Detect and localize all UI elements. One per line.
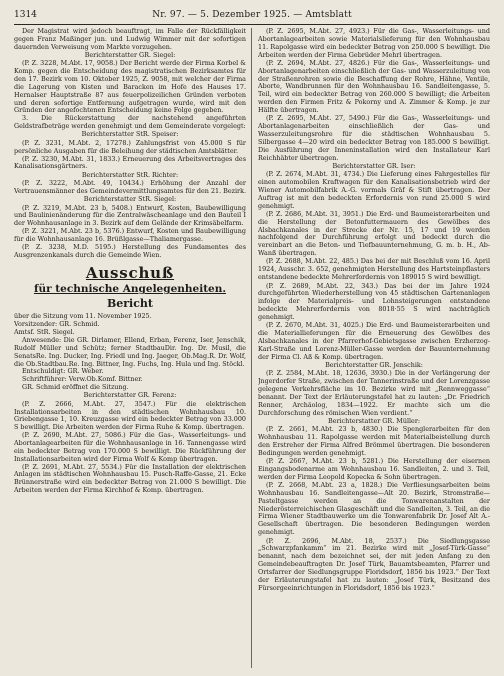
paragraph: (P. Z. 3221, M.Abt. 23 b, 5376.) Entwurf, Kosten und Baubewilligung für die Wohnhausanlage 16. Brüßlgasse—Thaliamergasse. (14, 227, 246, 243)
paragraph: 3. Die Rückerstattung der nachstehend angeführten Geldstrafbeträge werden genehmigt und dem Gemeinderate vorgelegt: (14, 114, 246, 131)
paragraph: (P. Z. 2686, M.Abt. 31, 3951.) Die Erd- und Baumeisterarbeiten und die Herstellung der Betonfuttermauern des Gewölbes des Alsbachkanales in der Strecke der Nr. 15, 17 und 19 werden nachfolgend der Durchführung erfolgt und bedeckt durch die vereinbart an die Beton- und Tiefbauunternehmung, G. m. b. H., Ab-Wanß übertragen. (258, 209, 490, 258)
meeting-line: Entschuldigt: GR. Weber. (22, 367, 104, 376)
paragraph: (P. Z. 3228, M.Abt. 17, 9058.) Der Bericht werde der Firma Korbel & Komp. gegen die Entscheidung des magistratischen Bezirksamtes für den 17. Bezirk vom 10. Oktober 1925, Z. 9058, mit welcher der Firma die Lagerung von Kisten und Baracken im Hofe des Hauses 17. Hernalser Hauptstraße 87 aus feuerpolizeilichen Gründen verboten und deren sofortige Entfernung aufgetragen wurde, wird mit den Gründen der angefochtenen Entscheidung keine Folge gegeben. (14, 59, 246, 115)
page-number: 1314 (14, 10, 37, 20)
meeting-line: Anwesende: Die GR. Dirlamer, Ellend, Erban, Ferenz, Iser, Jenschik, Rudolf Müller und Schütz; ferner StadtbauDir. Ing. Dr. Musil, die SenatsRe. Ing. Ducker, Ing. Friedl und Ing. Jaeger, Ob.Mag.R. Dr. Wolf, die Ob.Stadtbau.Re. Ing. Bittner, Ing. Fuchs, Ing. Hula und Ing. Stöckl. (14, 336, 246, 368)
section-title: Ausschuß (85, 264, 175, 283)
paragraph: Der Magistrat wird jedoch beauftragt, im Falle der Rückfälligkeit gegen Franz Maßinger jun. und Ludwig Wimmer mit der sofortigen dauernden Verweisung vom Markte vorzugehen. (14, 28, 246, 51)
paragraph: (P. Z. 2670, M.Abt. 31, 4025.) Die Erd- und Baumeisterarbeiten und die Materiallieferungen für die Erneuerung des Gewölbes des Alsbachkanales in der Pfarrerhof-Gebietsgasse zwischen Erzherzog-Karl-Straße und Lorenz-Müller-Gasse werden der Bauunternehmung der Firma Cl. Aß & Komp. übertragen. (258, 321, 490, 361)
reporter-line: Berichterstatter GR. Ferenz: (83, 391, 177, 400)
reporter-line: Berichterstatter GR. Iser: (332, 161, 416, 170)
paragraph: (P. Z. 3219, M.Abt. 23 b, 5408.) Entwurf, Kosten, Baubewilligung und Baulinienänderung für die Zentralwäscheanlage und den Bauteil I der Wohnhausanlage in 3. Bezirk auf dem Gelände der Krimsäbelfarm. (14, 203, 246, 228)
reporter-line: Berichterstatter GR. Müller: (327, 416, 421, 425)
paragraph: (P. Z. 2668, M.Abt. 23 a, 1828.) Die Verfliesungsarbeiten beim Wohnhausbau 16. Sandleitengasse—Alt 20. Bezirk, Stromstraße—Pasteltgasse werden an die Tonwarenanstalten der Niederösterreichischen Glasgeschäft und die Sandleiten, 3. Teil, an die Firma Wiener Stadtbauwerke um die Tonwarenfabrik Dr. Josef Alt A.-Gesellschaft übertragen. Die besonderen Bedingungen werden genehmigt. (258, 481, 490, 537)
reporter-line: Berichterstatter GR. Siegel: (84, 51, 176, 60)
paragraph: (P. Z. 2689, M.Abt. 22, 343.) Das bei der im Jahre 1924 durchgeführten Wiederherstellung von 45 städtischen Gartenanlagen infolge der Materialpreis- und Lohnsteigerungen entstandene bedeckte Mehrerfordernis von 8018·55 S wird nachträglich genehmigt. (258, 281, 490, 321)
issue-line: Nr. 97. — 5. Dezember 1925. — Amtsblatt (152, 10, 352, 20)
reporter-line: Berichterstatter StR. Richter: (81, 170, 179, 179)
meeting-line: Vorsitzender: GR. Schmid. (14, 320, 100, 329)
reporter-line: Berichterstatter GR. Jenschik: (325, 360, 423, 369)
reporter-line: Berichterstatter StR. Speiser: (81, 130, 179, 139)
paragraph: (P. Z. 3230, M.Abt. 31, 1833.) Erneuerung des Arbeitsvertrages des Kanalisationsgärtners. (14, 154, 246, 171)
paragraph: (P. Z. 2690, M.Abt. 27, 5086.) Für die Gas-, Wasserleitungs- und Abortanlagearbeiten für die Wohnhausanlage in 16. Tannengasse wird ein bedeckter Betrag von 170.000 S bewilligt. Die Rückführung der Installationsarbeiten wird der Firma Wolf & Komp übertragen. (14, 431, 246, 463)
paragraph: (P. Z. 2695, M.Abt. 27, 5490.) Für die Gas-, Wasserleitungs- und Abortanlagenarbeiten einschließlich der Gas- und Wasserzuleitungsrohre für die städtischen Wohnhausbau 5. Silbergasse 4—20 wird ein bedeckter Betrag von 185.000 S bewilligt. Die Ausführung der Inneninstallation wird den Installateur Karl Reichhäbter übertragen. (258, 114, 490, 162)
paragraph: (P. Z. 3238, M.D. 5195.) Herstellung des Fundamentes des Ausgrenzenkanals durch die Gemeinde Wien. (14, 242, 246, 259)
paragraph: (P. Z. 2696, M.Abt. 18, 2537.) Die Siedlungsgasse „Schwarzpfankamm“ im 21. Bezirke wird mit „Josef-Türk-Gasse“ benannt, nach dem bezeichnet sei, der mit jeden Anfang zu den Gemeindebeauftragten Dr. Josef Türk, Bauamtsbeamten, Pfarrer und Ortsfarrer der Siedlungsgruppe Floridsdorf, 1856 bis 1923.“ Der Text der Erläuterungstafel hat zu lauten: „Josef Türk, Besitzand des Fürsorgeeinrichtungen in Floridsdorf, 1856 bis 1923.“ (258, 536, 490, 592)
paragraph: (P. Z. 2688, M.Abt. 22, 485.) Das bei der mit Beschluß vom 16. April 1924, Ausschr. 3. 652, genehmigten Herstellung des Hartsteinpflasters entstandene bedeckte Mehrerfordernis von 189015 S wird bewilligt. (258, 257, 490, 282)
paragraph: (P. Z. 3222, M.Abt. 49, 10434.) Erhöhung der Anzahl der Vertrauensmänner des Gemeindevermittlungsamtes für den 21. Bezirk. (14, 179, 246, 195)
left-column (14, 28, 246, 668)
paragraph: (P. Z. 2584, M.Abt. 18, 12636, 3930.) Die in der Verlängerung der Jngerdorfer Straße, zwischen der Tannerinstraße und der Lorenzgasse gelegene Verkehrsfläche im 10. Bezirke wird mit „Rennweggasse“ benannt. Der Text der Erläuterungstafel hat zu lauten: „Dr. Friedrich Renner, Archäolog, 1834—1922. Er machte sich um die Durchforschung des römischen Wien verdient.“ (258, 369, 490, 417)
meeting-line: Schriftführer: Verw.Ob.Komf. Bittner. (22, 375, 143, 384)
paragraph: (P. Z. 2694, M.Abt. 27, 4826.) Für die Gas-, Wasserleitungs- und Abortanlagenarbeiten einschließlich der Gas- und Wasserzuleitung von der Straßenrohren sowie die Beschaffung der Rohre, Hähne, Ventile, Aborte, Wandbrunnen für den Wohnhausbau 16. Sandleitengasse, 5. Teil, wird ein bedeckter Betrag von 260.000 S bewilligt; die Arbeiten werden den Firmen Fritz & Pokorny und A. Zimmer & Komp. je zur Hälfte übertragen. (258, 58, 490, 114)
paragraph: (P. Z. 2666, M.Abt. 27, 3547.) Für die elektrischen Installationsarbeiten in den städtischen Wohnhausbau 10. Griebengasse 1, 10. Kreuzgasse wird ein bedeckter Betrag von 33.000 S bewilligt. Die Arbeiten werden der Firma Ruhe & Komp. übertragen. (14, 399, 246, 432)
paragraph: (P. Z. 3231, M.Abt. 2, 17278.) Zahlungsfrist von 45.000 S für persönliche Ausgaben für die Beleihung der städtischen Amtsblätter. (14, 138, 246, 155)
header-rule (14, 24, 490, 25)
paragraph: (P. Z. 2691, M.Abt. 27, 5534.) Für die Installation der elektrischen Anlagen im städtischen Wohnhausbau 15. Pusch-Raffe-Gasse, 21. Ecke Brünnerstraße wird ein bedeckter Betrag von 21.000 S bewilligt. Die Arbeiten werden der Firma Kirchhof & Komp. übertragen. (14, 462, 246, 495)
paragraph: (P. Z. 2674, M.Abt. 31, 4734.) Die Lieferung eines Fahrgestelles für einen automobilen Kraftwagen für den Kanalisationsbetrieb wird der Wiener Automobilfabrik A.-G. vormals Gräf & Stift übertragen. Der Auftrag ist mit den bedeckten Erfordernis von rund 25.000 S wird genehmigt. (258, 170, 490, 210)
report-heading: Bericht (106, 297, 154, 311)
paragraph: (P. Z. 2661, M.Abt. 23 b, 4830.) Die Spenglerarbeiten für den Wohnhausbau 11. Rapolgasse werden mit Materialbeistellung durch den Erstreher der Firma Alfred Brömmel übertragen. Die besonderen Bedingungen werden genehmigt. (258, 425, 490, 457)
meeting-line: über die Sitzung vom 11. November 1925. (14, 312, 152, 321)
reporter-line: Berichterstatter StR. Siegel: (83, 195, 177, 204)
page-header (14, 8, 490, 22)
paragraph: (P. Z. 2695, M.Abt. 27, 4923.) Für die Gas-, Wasserleitungs- und Abortanlagearbeiten sowie Materialslieferung für den Wohnhausbau 11. Rapolgasse wird ein bedeckter Betrag von 250.000 S bewilligt. Die Arbeiten werden der Firma Gebrüder Mehrl übertragen. (258, 28, 490, 59)
section-subtitle: für technische Angelegenheiten. (33, 283, 227, 296)
meeting-line: Amtsf. StR. Siegel. (14, 328, 75, 337)
meeting-line: GR. Schmid eröffnet die Sitzung. (22, 383, 129, 392)
column-divider (251, 28, 252, 668)
paragraph: (P. Z. 2667, M.Abt. 23 b, 5281.) Die Herstellung der eisernen Eingangsbodenarme am Wohnhausbau 16. Sandleiten, 2. und 3. Teil, werden der Firma Leopold Kopecka & Sohn übertragen. (258, 457, 490, 481)
right-column (258, 28, 490, 668)
